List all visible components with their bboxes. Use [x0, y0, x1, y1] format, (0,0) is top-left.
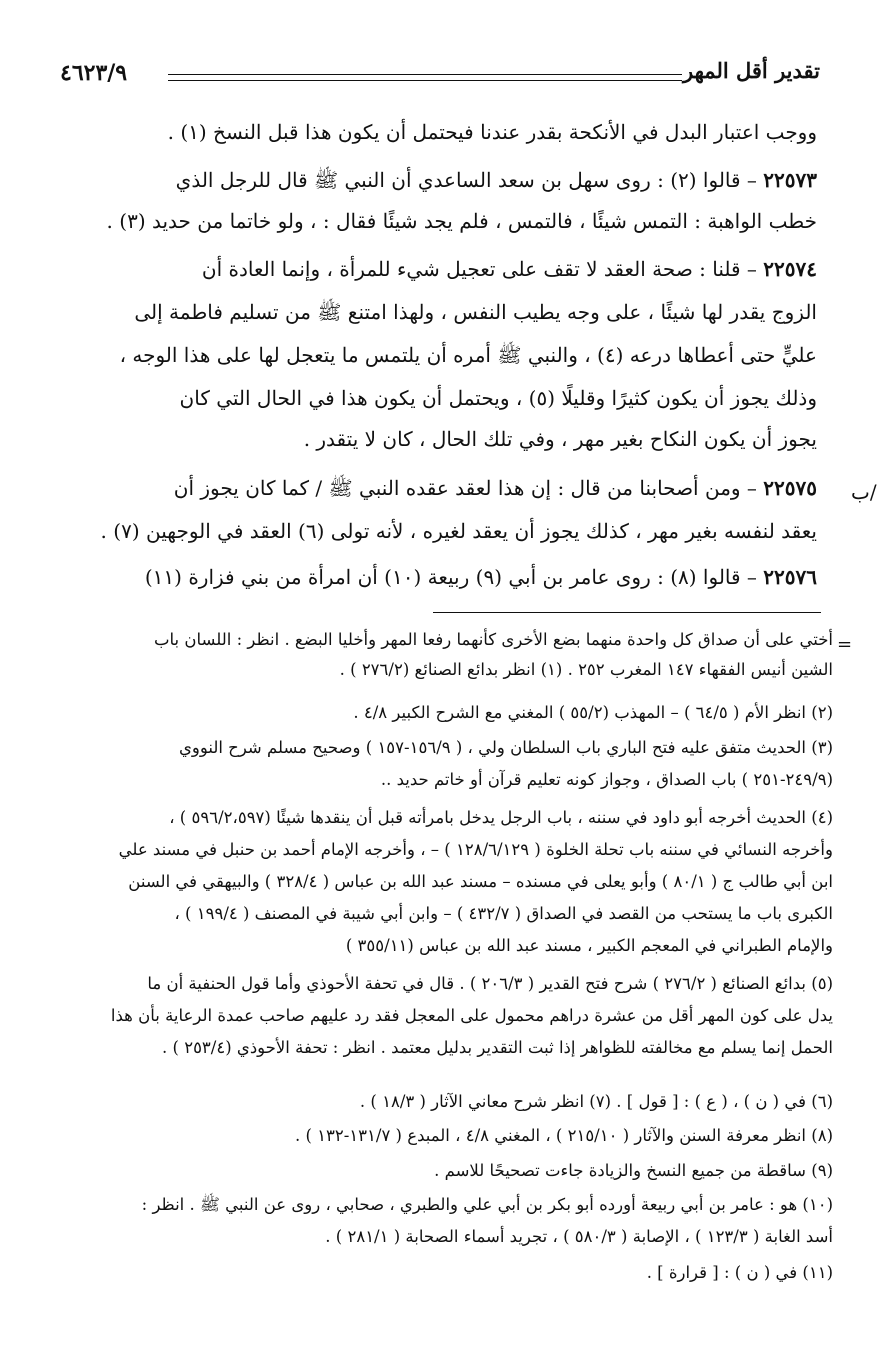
paragraph-number: ٢٢٥٧٤: [763, 257, 817, 281]
paragraph-number: ٢٢٥٧٣: [763, 168, 817, 192]
footnote-line: وأخرجه النسائي في سننه باب تحلة الخلوة ( ١٢٨/٦/١٢٩ ) – ، وأخرجه الإمام أحمد بن حنبل في مسند علي: [118, 840, 833, 859]
header-rule: [168, 80, 682, 81]
footnote-line: (١١) في ( ن ) : [ قرارة ] .: [646, 1263, 833, 1282]
footnote-line: (٢٤٩/٩-٢٥١ ) باب الصداق ، وجواز كونه تعليم قرآن أو خاتم حديد ..: [380, 770, 833, 789]
footnote-line: (٨) انظر معرفة السنن والآثار ( ٢١٥/١٠ ) ، المغني ٤/٨ ، المبدع ( ١٣١/٧-١٣٢ ) .: [294, 1126, 833, 1145]
footnote-line: أسد الغابة ( ١٢٣/٣ ) ، الإصابة ( ٥٨٠/٣ ) ، تجريد أسماء الصحابة ( ٢٨١/١ ) .: [325, 1227, 833, 1246]
paragraph-line: [65, 478, 817, 498]
text-line: ووجب اعتبار البدل في الأنكحة بقدر عندنا فيحتمل أن يكون هذا قبل النسخ (١) .: [167, 120, 817, 144]
text-line: يجوز أن يكون النكاح بغير مهر ، وفي تلك الحال ، كان لا يتقدر .: [303, 427, 817, 451]
footnote-line: (٣) الحديث متفق عليه فتح الباري باب السلطان ولي ، ( ١٥٦/٩-١٥٧ ) وصحيح مسلم شرح النووي: [178, 738, 833, 757]
footnote-line: والإمام الطبراني في المعجم الكبير ، مسند عبد الله بن عباس (٣٥٥/١١ ): [345, 936, 833, 955]
text-line: يعقد لنفسه بغير مهر ، كذلك يجوز أن يعقد لغيره ، لأنه تولى (٦) العقد في الوجهين (٧) .: [100, 519, 817, 543]
paragraph-line: [65, 259, 817, 279]
paragraph-number: ٢٢٥٧٦: [763, 565, 817, 589]
text-line: – قلنا : صحة العقد لا تقف على تعجيل شيء للمرأة ، وإنما العادة أن: [201, 257, 764, 281]
footnote-continuation-mark: =: [837, 634, 853, 655]
paragraph-line: [65, 567, 817, 587]
text-line: وذلك يجوز أن يكون كثيرًا وقليلًا (٥) ، ويحتمل أن يكون هذا في الحال التي كان: [179, 386, 817, 410]
footnote-line: أختي على أن صداق كل واحدة منهما بضع الأخرى كأنهما رفعا المهر وأخليا البضع . انظر : اللسان باب: [154, 630, 833, 649]
text-line: – قالوا (٨) : روى عامر بن أبي (٩) ربيعة (١٠) أن امرأة من بني فزارة (١١): [144, 565, 764, 589]
footnote-line: (١٠) هو : عامر بن أبي ربيعة أورده أبو بكر بن أبي علي والطبري ، صحابي ، روى عن النبي ﷺ . انظر :: [141, 1195, 833, 1214]
footnote-line: (٢) انظر الأم ( ٦٤/٥ ) – المهذب (٥٥/٢ ) المغني مع الشرح الكبير ٤/٨ .: [353, 703, 833, 722]
footnote-line: الكبرى باب ما يستحب من القصد في الصداق ( ٤٣٢/٧ ) – وابن أبي شيبة في المصنف ( ١٩٩/٤ ) ،: [174, 904, 833, 923]
text-line: خطب الواهبة : التمس شيئًا ، فالتمس ، فلم يجد شيئًا فقال : ، ولو خاتما من حديد (٣) .: [106, 209, 817, 233]
footnote-line: الشين أنيس الفقهاء ١٤٧ المغرب ٢٥٢ . (١) انظر بدائع الصنائع (٢٧٦/٢ ) .: [339, 660, 833, 679]
footnote-line: يدل على كون المهر أقل من عشرة دراهم محمول على المعجل فقد رد عليهم صاحب عمدة الرعاية بأن هذا: [110, 1006, 833, 1025]
paragraph-number: ٢٢٥٧٥: [763, 476, 817, 500]
text-line: عليٍّ حتى أعطاها درعه (٤) ، والنبي ﷺ أمره أن يلتمس ما يتعجل لها على هذا الوجه ،: [119, 343, 817, 367]
footnote-line: الحمل إنما يسلم مع مخالفته للظواهر إذا ثبت التقدير بدليل معتمد . انظر : تحفة الأحوذي (٢٥٣/٤ ) .: [162, 1038, 833, 1057]
margin-folio-marker: /ب: [851, 480, 877, 504]
text-line: – قالوا (٢) : روى سهل بن سعد الساعدي أن النبي ﷺ قال للرجل الذي: [175, 168, 764, 192]
footnote-line: ابن أبي طالب ج ( ٨٠/١ ) وأبو يعلى في مسنده – مسند عبد الله بن عباس ( ٣٢٨/٤ ) والبيهقي في السنن: [128, 872, 833, 891]
paragraph-line: [65, 170, 817, 190]
page-number: ٤٦٢٣/٩: [60, 60, 128, 86]
footnote-separator: [433, 612, 821, 613]
footnote-line: (٥) بدائع الصنائع ( ٢٧٦/٢ ) شرح فتح القدير ( ٢٠٦/٣ ) . قال في تحفة الأحوذي وأما قول الحنفية أن ما: [147, 974, 833, 993]
header-rule: [168, 74, 682, 75]
footnote-line: (٤) الحديث أخرجه أبو داود في سننه ، باب الرجل يدخل بامرأته قبل أن ينقدها شيئًا (٥٩٦/٢،٥٩٧ ) ،: [169, 808, 833, 827]
footnote-line: (٦) في ( ن ) ، ( ع ) : [ قول ] . (٧) انظر شرح معاني الآثار ( ١٨/٣ ) .: [359, 1092, 833, 1111]
chapter-title: تقدير أقل المهر: [683, 58, 820, 83]
footnote-line: (٩) ساقطة من جميع النسخ والزيادة جاءت تصحيحًا للاسم .: [434, 1161, 833, 1180]
running-header: [60, 58, 820, 98]
text-line: الزوج يقدر لها شيئًا ، على وجه يطيب النفس ، ولهذا امتنع ﷺ من تسليم فاطمة إلى: [134, 300, 817, 324]
text-line: – ومن أصحابنا من قال : إن هذا لعقد عقده النبي ﷺ / كما كان يجوز أن: [173, 476, 764, 500]
